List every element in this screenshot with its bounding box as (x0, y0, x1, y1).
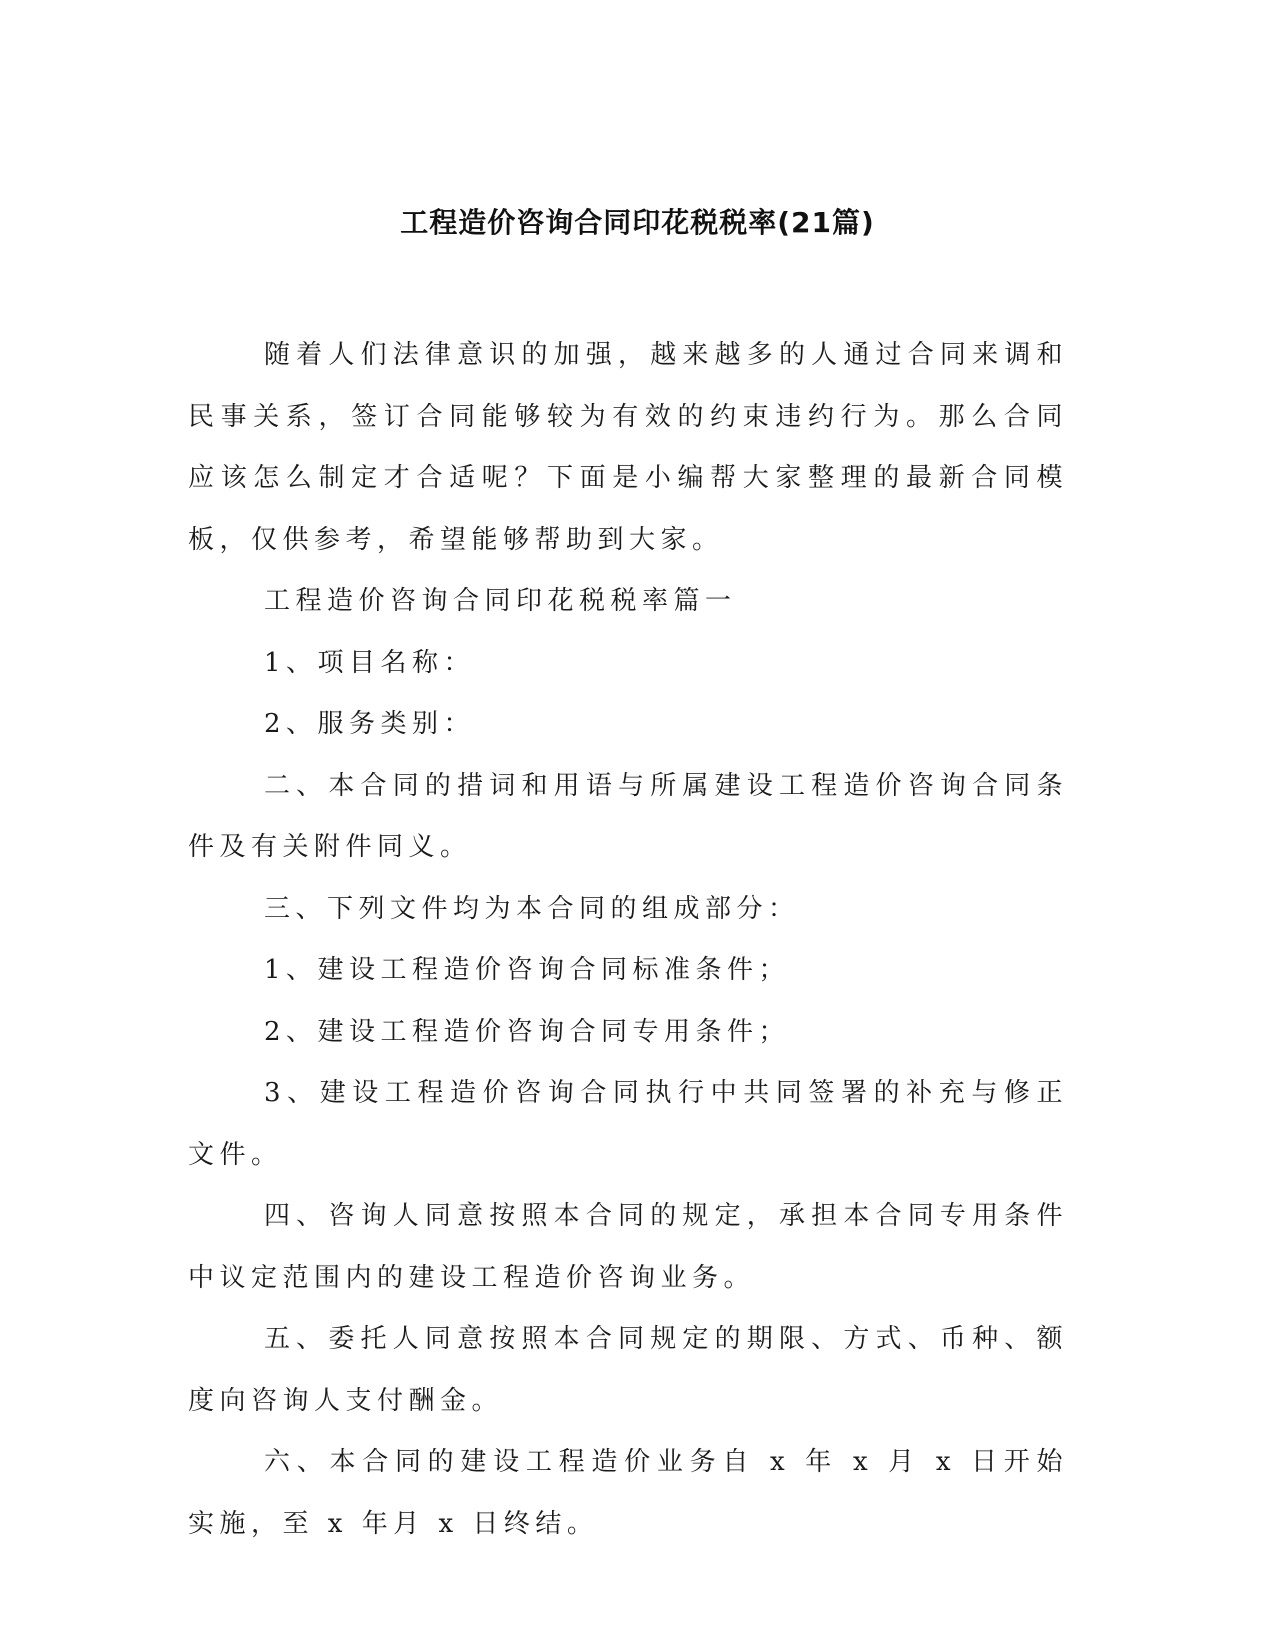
clause-six: 六、本合同的建设工程造价业务自 x 年 x 月 x 日开始实施，至 x 年月 x 日终结。 (188, 1447, 1068, 1539)
intro-paragraph: 随着人们法律意识的加强，越来越多的人通过合同来调和民事关系，签订合同能够较为有效的约束违约行为。那么合同应该怎么制定才合适呢？下面是小编帮大家整理的最新合同模板，仅供参考，希望能够帮助到大家。 (188, 340, 1068, 555)
clause-three-item-1: 1、建设工程造价咨询合同标准条件； (264, 955, 791, 985)
clause-three: 三、下列文件均为本合同的组成部分： (264, 893, 800, 924)
document-body (188, 325, 1068, 1555)
clause-three-item-2: 2、建设工程造价咨询合同专用条件； (264, 1016, 791, 1047)
clause-four: 四、咨询人同意按照本合同的规定，承担本合同专用条件中议定范围内的建设工程造价咨询业务。 (188, 1201, 1068, 1293)
clause-two: 二、本合同的措词和用语与所属建设工程造价咨询合同条件及有关附件同义。 (188, 770, 1068, 862)
document-title: 工程造价咨询合同印花税税率(21篇) (400, 206, 875, 239)
section-heading: 工程造价咨询合同印花税税率篇一 (264, 586, 737, 616)
service-category-item: 2、服务类别： (264, 709, 476, 739)
project-name-item: 1、项目名称： (264, 647, 476, 678)
clause-three-item-3: 3、建设工程造价咨询合同执行中共同签署的补充与修正文件。 (188, 1078, 1068, 1170)
clause-five: 五、委托人同意按照本合同规定的期限、方式、币种、额度向咨询人支付酬金。 (188, 1324, 1068, 1416)
